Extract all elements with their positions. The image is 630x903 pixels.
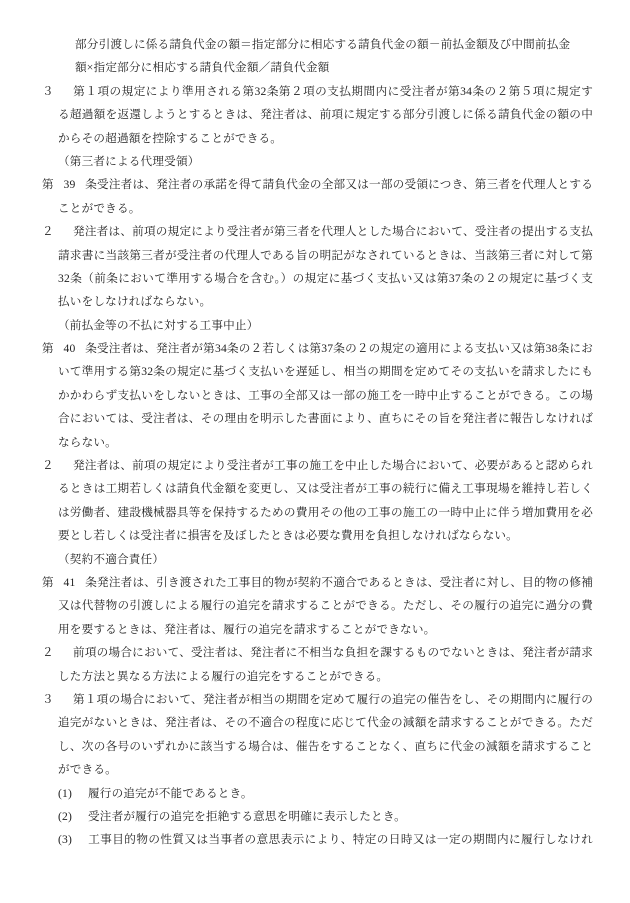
continuation-line [42,197,593,220]
line-text: 追完がないときは、発注者は、その不適合の程度に応じて代金の減額を請求することができる。ただ [58,716,593,730]
continuation-line [42,127,593,150]
continuation-line [42,477,593,500]
line-text: 受注者が履行の追完を拒絶する意思を明確に表示したとき。 [88,809,406,823]
heading-line [42,314,593,337]
item-number: (3) [58,833,73,847]
line-text: ならない。 [58,435,117,449]
article-line [42,173,593,196]
line-text: （前払金等の不払に対する工事中止） [58,318,259,332]
continuation-line [42,711,593,734]
line-text: かかわらず支払いをしないときは、工事の全部又は一部の施工を一時中止することができる。この場 [58,388,593,402]
line-text: る超過額を返還しようとするときは、発注者は、前項に規定する部分引渡しに係る請負代金の額の中 [58,108,593,122]
item-line [42,828,593,851]
article-line [42,571,593,594]
continuation-line [42,758,593,781]
continuation-line [42,407,593,430]
heading-line [42,150,593,173]
line-text: 額×指定部分に相応する請負代金額／請負代金額 [75,61,330,75]
line-text: 前項の場合において、受注者は、発注者に不相当な負担を課するものでないときは、発注者が請求 [73,646,593,660]
document-text-block [42,33,593,852]
item-line [42,782,593,805]
paragraph-number: ３ [42,84,54,98]
item-line [42,805,593,828]
line-text: 発注者は、引き渡された工事目的物が契約不適合であるときは、受注者に対し、目的物の修補 [97,575,593,589]
paragraph-line [42,80,593,103]
line-text: いて準用する第32条の規定に基づく支払いを遅延し、相当の期間を定めてその支払いを請求したにも [58,365,593,379]
line-text: は労働者、建設機械器具等を保持するための費用その他の工事の施工の一時中止に伴う増加費用を必 [58,505,593,519]
continuation-line [42,267,593,290]
continuation-line [42,360,593,383]
paragraph-line [42,641,593,664]
line-text: （第三者による代理受領） [58,154,200,168]
continuation-line [42,103,593,126]
continuation-line [42,524,593,547]
paragraph-number: ２ [42,459,54,473]
line-text: 32条（前条において準用する場合を含む。）の規定に基づく支払い又は第37条の２の規定に基づく支 [58,271,593,285]
continuation-line [42,665,593,688]
continuation-line [42,594,593,617]
paragraph-line [42,220,593,243]
paragraph-line [42,688,593,711]
line-text: 請求書に当該第三者が受注者の代理人である旨の明記がなされているときは、当該第三者に対して第 [58,248,593,262]
line-text: 第１項の場合において、発注者が相当の期間を定めて履行の追完の催告をし、その期間内に履行の [73,692,593,706]
line-text: 合においては、受注者は、その理由を明示した書面により、直ちにその旨を発注者に報告しなければ [58,412,593,426]
paragraph-number: ３ [42,692,54,706]
line-text: ことができる。 [58,201,141,215]
continuation-line [42,384,593,407]
line-text: 発注者は、前項の規定により受注者が工事の施工を中止した場合において、必要があると認められ [73,459,593,473]
item-number: (2) [58,809,73,823]
paragraph-line [42,454,593,477]
line-text: 又は代替物の引渡しによる履行の追完を請求することができる。ただし、その履行の追完に過分の費 [58,599,593,613]
formula-line [42,56,593,79]
line-text: 受注者は、発注者の承諾を得て請負代金の全部又は一部の受領につき、第三者を代理人とする [97,178,593,192]
line-text: した方法と異なる方法による履行の追完をすることができる。 [58,669,389,683]
line-text: 受注者は、発注者が第34条の２若しくは第37条の２の規定の適用による支払い又は第38条にお [97,342,593,356]
line-text: 払いをしなければならない。 [58,295,212,309]
continuation-line [42,735,593,758]
line-text: 部分引渡しに係る請負代金の額＝指定部分に相応する請負代金の額－前払金額及び中間前払金 [75,38,571,51]
formula-line [42,33,593,56]
continuation-line [42,501,593,524]
line-text: 発注者は、前項の規定により受注者が第三者を代理人とした場合において、受注者の提出する支払 [73,225,593,239]
line-text: 履行の追完が不能であるとき。 [88,786,253,800]
line-text: （契約不適合責任） [58,552,165,566]
article-number: 第39条 [42,178,97,192]
line-text: 工事目的物の性質又は当事者の意思表示により、特定の日時又は一定の期間内に履行しなけれ [88,833,593,847]
line-text: 用を要するときは、発注者は、履行の追完を請求することができない。 [58,622,436,636]
heading-line [42,548,593,571]
paragraph-number: ２ [42,225,54,239]
line-text: 第１項の規定により準用される第32条第２項の支払期間内に受注者が第34条の２第５項に規定す [73,84,593,98]
article-number: 第41条 [42,575,97,589]
paragraph-number: ２ [42,646,54,660]
continuation-line [42,618,593,641]
continuation-line [42,431,593,454]
line-text: 要とし若しくは受注者に損害を及ぼしたときは必要な費用を負担しなければならない。 [58,529,518,543]
item-number: (1) [58,786,73,800]
line-text: からその超過額を控除することができる。 [58,131,283,145]
continuation-line [42,290,593,313]
continuation-line [42,244,593,267]
line-text: るときは工期若しくは請負代金額を変更し、又は受注者が工事の続行に備え工事現場を維持し若しく [58,482,593,496]
line-text: し、次の各号のいずれかに該当する場合は、催告をすることなく、直ちに代金の減額を請求すること [58,739,593,753]
line-text: ができる。 [58,763,117,777]
article-number: 第40条 [42,342,97,356]
article-line [42,337,593,360]
